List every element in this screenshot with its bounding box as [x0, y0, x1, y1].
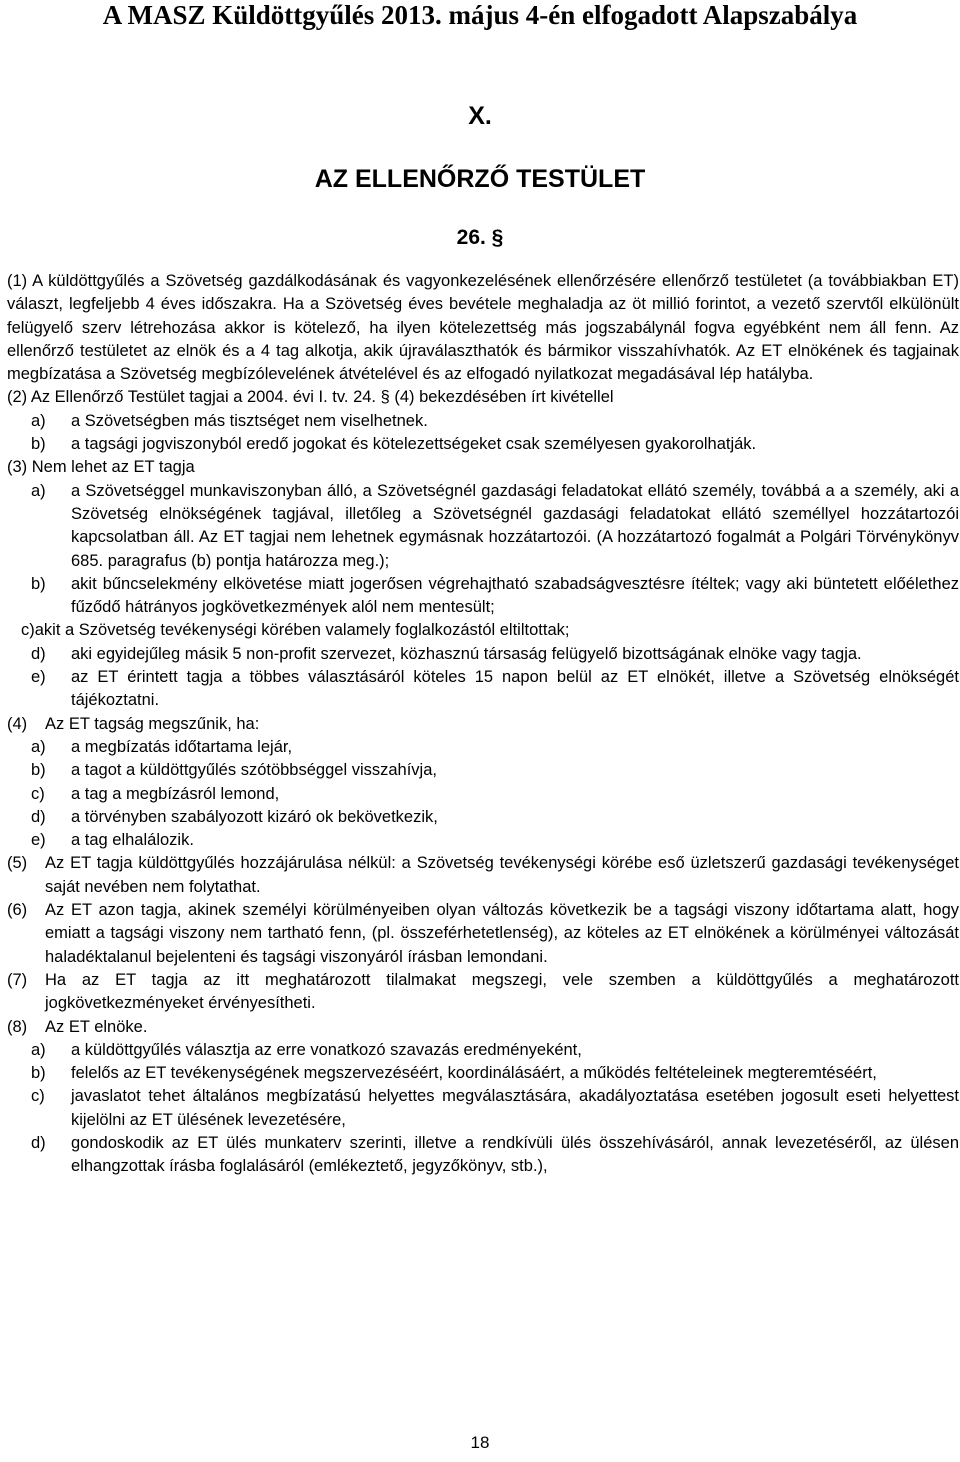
list-item-text: akit bűncselekmény elkövetése miatt jogerősen végrehajtható szabadságvesztésre ítéltek; vagy aki büntetett előélethez fűződő hátrányos jogkövetkezmények alól nem mentesült; [71, 574, 959, 617]
list-item [7, 736, 959, 759]
paragraph-text: Az ET tagja küldöttgyűlés hozzájárulása nélkül: a Szövetség tevékenységi körébe eső üzletszerű gazdasági tevékenységet saját nevében nem folytathat. [45, 854, 959, 896]
document-header: A MASZ Küldöttgyűlés 2013. május 4-én elfogadott Alapszabálya [102, 0, 858, 30]
list-item-text: gondoskodik az ET ülés munkaterv szerinti, illetve a rendkívüli ülés összehívásáról, annak levezetéséről, az ülésen elhangzottak írásba foglalásáról (emlékeztető, jegyzőkönyv, stb.), [71, 1133, 959, 1176]
list-item-text: felelős az ET tevékenységének megszervezéséért, koordinálásáért, a működés feltételeinek megteremtéséért, [71, 1064, 877, 1083]
list-item-label: a) [31, 411, 46, 430]
list-item-text: javaslatot tehet általános megbízatású helyettes megválasztására, akadályoztatása esetében jogosult eseti helyettest kijelölni az ET ülésének levezetésére, [71, 1087, 959, 1129]
paragraph-8 [7, 1016, 959, 1039]
paragraph-4 [7, 713, 959, 736]
paragraph-6 [7, 899, 959, 969]
paragraph-label: (5) [7, 854, 28, 873]
list-item [7, 573, 959, 620]
list-item-label: e) [31, 831, 46, 850]
paragraph-3: (3) Nem lehet az ET tagja [7, 458, 195, 477]
list-item-text: a tag elhalálozik. [71, 831, 194, 850]
list-item-text: az ET érintett tagja a többes választásáról köteles 15 napon belül az ET elnökét, illetve a Szövetség elnökségét tájékoztatni. [71, 668, 959, 710]
list-item [7, 759, 959, 782]
paragraph-text: Ha az ET tagja az itt meghatározott tilalmakat megszegi, vele szemben a küldöttgyűlés a meghatározott jogkövetkezményeket érvényesítheti. [45, 970, 959, 1013]
chapter-title: AZ ELLENŐRZŐ TESTÜLET [314, 165, 646, 193]
paragraph-7 [7, 969, 959, 1016]
paragraph-label: (4) [7, 714, 28, 733]
list-item-label: d) [31, 1133, 46, 1152]
list-item [7, 410, 959, 433]
list-item [7, 433, 959, 456]
list-item-label: b) [31, 435, 46, 454]
list-item [7, 1132, 959, 1179]
list-item [7, 480, 959, 573]
list-item-label: c) [31, 1087, 45, 1106]
list-item [7, 666, 959, 713]
list-item-label: d) [31, 644, 46, 663]
paragraph-5 [7, 852, 959, 899]
list-item [7, 619, 959, 642]
list-item-label: a) [31, 481, 46, 500]
list-item [7, 829, 959, 852]
list-item-text: akit a Szövetség tevékenységi körében valamely foglalkozástól eltiltottak; [34, 621, 570, 640]
list-item-text: a Szövetségben más tisztséget nem viselhetnek. [71, 411, 428, 430]
list-item-label: d) [31, 807, 46, 826]
list-item [7, 806, 959, 829]
list-item-label: c) [21, 621, 35, 640]
list-item-label: b) [31, 1064, 46, 1083]
paragraph-label: (7) [7, 970, 28, 989]
list-item-text: a tag a megbízásról lemond, [71, 784, 280, 803]
list-item-text: a törvényben szabályozott kizáró ok bekövetkezik, [71, 807, 438, 826]
list-item [7, 643, 959, 666]
list-item [7, 1039, 959, 1062]
list-item-label: e) [31, 668, 46, 687]
paragraph-2: (2) Az Ellenőrző Testület tagjai a 2004. évi I. tv. 24. § (4) bekezdésében írt kivétellel [7, 388, 614, 407]
list-item-label: b) [31, 574, 46, 593]
list-item-label: a) [31, 737, 46, 756]
list-item-text: aki egyidejűleg másik 5 non-profit szervezet, közhasznú társaság felügyelő bizottságának elnöke vagy tagja. [71, 644, 862, 663]
list-item-text: a tagsági jogviszonyból eredő jogokat és kötelezettségeket csak személyesen gyakorolhatják. [71, 435, 757, 454]
paragraph-label: (8) [7, 1017, 28, 1036]
section-number: 26. § [456, 226, 504, 249]
paragraph-text: Az ET azon tagja, akinek személyi körülményeiben olyan változás következik be a tagsági viszony időtartama alatt, hogy emiatt a tagsági viszony nem tartható fenn, (pl. összeférhetetlenség), az köteles az ET elnökének a körülményei változását haladéktalanul bejelenteni és tagsági viszonyáról írásban lemondani. [45, 901, 959, 966]
paragraph-label: (6) [7, 901, 28, 920]
list-item [7, 1062, 959, 1085]
list-item-text: a megbízatás időtartama lejár, [71, 737, 293, 756]
page-number: 18 [470, 1433, 490, 1452]
list-item-text: a küldöttgyűlés választja az erre vonatkozó szavazás eredményeként, [71, 1040, 582, 1059]
paragraph-1: (1) A küldöttgyűlés a Szövetség gazdálkodásának és vagyonkezelésének ellenőrzésére ellenőrző testületet (a továbbiakban ET) választ, legfeljebb 4 éves időszakra. Ha a Szövetség éves bevétele meghaladja az öt millió forintot, a vezető szervtől elkülönült felügyelő szerv létrehozása akkor is kötelező, ha ilyen kötelezettség más jogszabálynál fogva egyébként nem áll fenn. Az ellenőrző testületet az elnök és a 4 tag alkotja, akik újraválaszthatók és bármikor visszahívhatók. Az ET elnökének és tagjainak megbízatása a Szövetség megbízólevelének átvételével és az elfogadó nyilatkozat megadásával lép hatályba. [7, 272, 959, 384]
list-item-label: a) [31, 1040, 46, 1059]
document-body [7, 270, 959, 1179]
paragraph-text: Az ET tagság megszűnik, ha: [45, 714, 260, 733]
paragraph-text: Az ET elnöke. [45, 1017, 148, 1036]
list-item [7, 1085, 959, 1132]
list-item-label: b) [31, 761, 46, 780]
list-item-text: a tagot a küldöttgyűlés szótöbbséggel visszahívja, [71, 761, 437, 780]
list-item-text: a Szövetséggel munkaviszonyban álló, a Szövetségnél gazdasági feladatokat ellátó személy, továbbá a a személy, aki a Szövetség elnökségének tagjával, illetőleg a Szövetségnél gazdasági feladatokat ellátó személlyel hozzátartozói kapcsolatban áll. Az ET tagjai nem lehetnek egymásnak hozzátartozói. (A hozzátartozó fogalmát a Polgári Törvénykönyv 685. paragrafus (b) pontja határozza meg.); [71, 481, 959, 570]
list-item-label: c) [31, 784, 45, 803]
list-item [7, 783, 959, 806]
chapter-number: X. [468, 102, 492, 130]
